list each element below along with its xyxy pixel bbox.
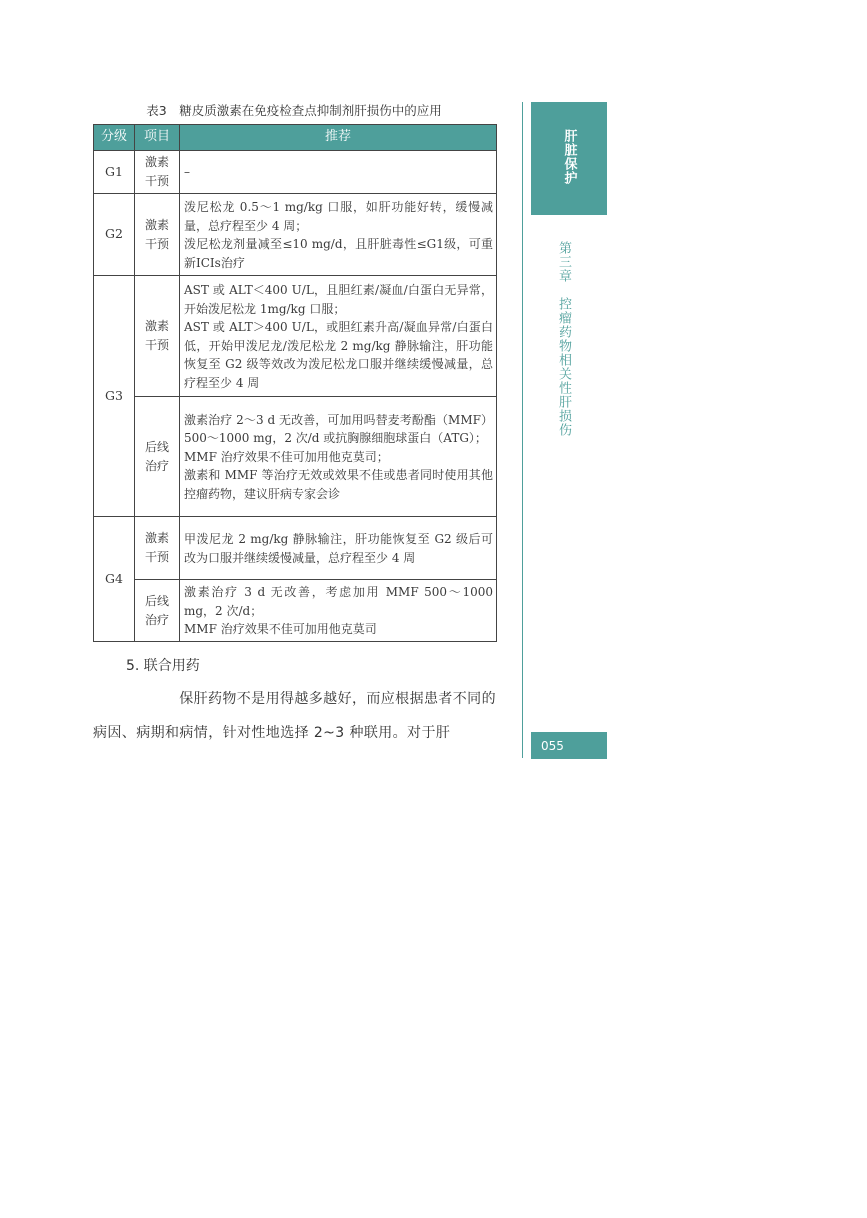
header-recommendation: 推荐 [180,125,497,151]
table-row [94,580,497,642]
recommendation-cell [180,580,497,642]
item-cell: 后线 治疗 [135,580,180,642]
recommendation-line: AST 或 ALT＞400 U/L，或胆红素升高/凝血异常/白蛋白低，开始甲泼尼龙/泼尼松龙 2 mg/kg 静脉输注，肝功能恢复至 G2 级等效改为泼尼松龙口服并继续缓慢减量，总疗程至少 4 周 [184,320,493,390]
section-tab-label: 肝脏保护 [561,129,577,185]
section-heading: 5. 联合用药 [126,658,200,674]
grade-cell: G3 [94,276,135,517]
recommendation-line: 激素治疗 2～3 d 无改善，可加用吗替麦考酚酯（MMF）500～1000 mg，2 次/d 或抗胸腺细胞球蛋白（ATG）； [184,412,493,446]
paragraph-line: 病因、病期和病情，针对性地选择 2~3 种联用。对于肝 [93,725,451,741]
recommendation-line: AST 或 ALT＜400 U/L，且胆红素/凝血/白蛋白无异常，开始泼尼松龙 1mg/kg 口服； [184,283,493,316]
recommendation-line: MMF 治疗效果不佳可加用他克莫司； [184,449,389,464]
table-row [94,276,497,397]
sidebar-divider [522,102,523,758]
recommendation-line: 激素和 MMF 等治疗无效或效果不佳或患者同时使用其他控瘤药物，建议肝病专家会诊 [184,468,493,501]
table-caption: 表3 糖皮质激素在免疫检查点抑制剂肝损伤中的应用 [146,103,442,118]
recommendation-cell [180,397,497,517]
table-row [94,151,497,194]
recommendation-line: 甲泼尼龙 2 mg/kg 静脉输注，肝功能恢复至 G2 级后可改为口服并继续缓慢减量，总疗程至少 4 周 [184,532,493,565]
table-row [94,397,497,517]
recommendation-cell [180,151,497,194]
grade-cell: G4 [94,517,135,642]
item-cell: 激素 干预 [135,151,180,194]
recommendation-cell [180,517,497,580]
chapter-name: 控瘤药物相关性肝损伤 [556,297,571,437]
recommendation-line: 激素治疗 3 d 无改善，考虑加用 MMF 500～1000 mg，2 次/d； [184,585,493,618]
header-item: 项目 [135,125,180,151]
table-header-row [94,125,497,151]
recommendation-line: 泼尼松龙 0.5～1 mg/kg 口服，如肝功能好转，缓慢减量，总疗程至少 4 周； [184,200,493,233]
recommendation-line: – [184,165,190,180]
glucocorticoid-table [93,124,497,642]
chapter-number: 第三章 [556,241,571,283]
recommendation-cell [180,276,497,397]
item-cell: 后线 治疗 [135,397,180,517]
table-row [94,194,497,276]
item-cell: 激素 干预 [135,194,180,276]
header-grade: 分级 [94,125,135,151]
recommendation-line: MMF 治疗效果不佳可加用他克莫司 [184,622,377,637]
recommendation-line: 泼尼松龙剂量减至≤10 mg/d，且肝脏毒性≤G1级，可重新ICIs治疗 [184,237,493,270]
paragraph-line: 保肝药物不是用得越多越好，而应根据患者不同的 [179,691,496,707]
item-cell: 激素 干预 [135,517,180,580]
grade-cell: G1 [94,151,135,194]
recommendation-cell [180,194,497,276]
item-cell: 激素 干预 [135,276,180,397]
grade-cell: G2 [94,194,135,276]
page-number: 055 [531,732,607,759]
table-row [94,517,497,580]
section-tab [531,102,607,215]
chapter-title [555,241,571,437]
